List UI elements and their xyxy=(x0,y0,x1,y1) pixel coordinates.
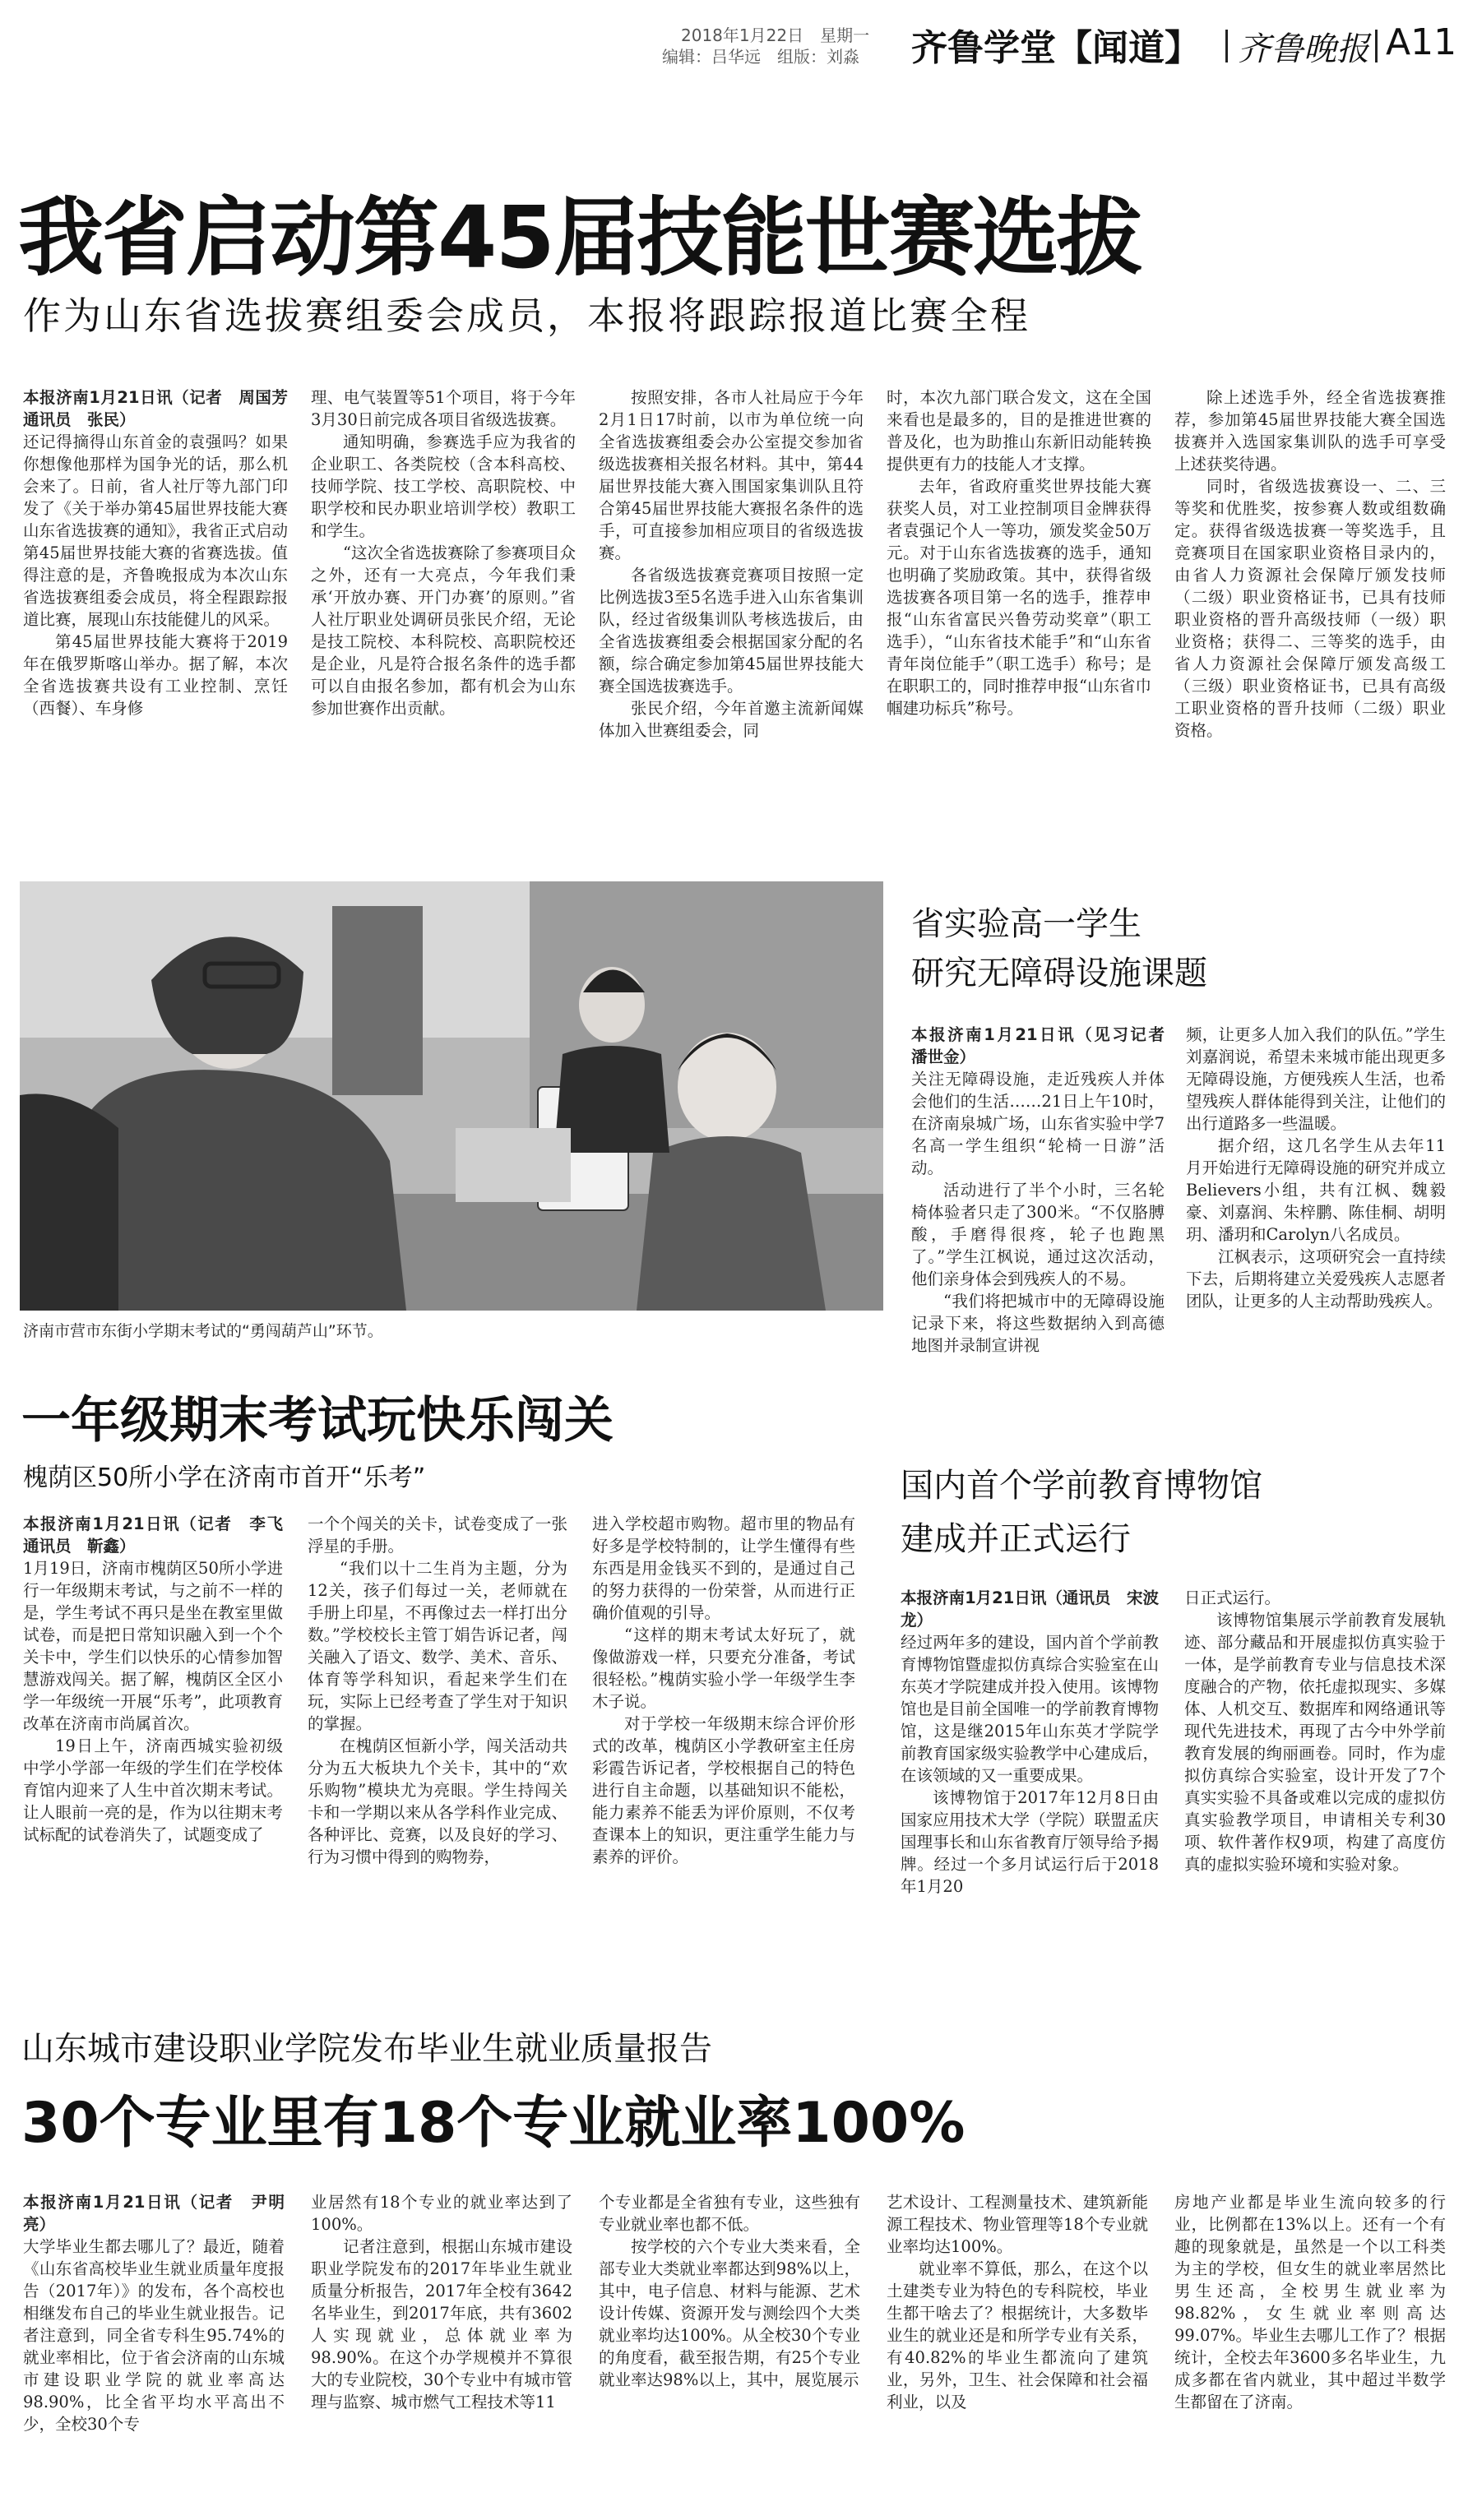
paragraph: 还记得摘得山东首金的袁强吗？如果你想像他那样为国争光的话，那么机会来了。日前，省人社厅等九部门印发了《关于举办第45届世界技能大赛山东省选拔赛的通知》，我省正式启动第45届世界技能大赛的省赛选拔。值得注意的是，齐鲁晚报成为本次山东省选拔赛组委会成员，将全程跟踪报道比赛，展现山东技能健儿的风采。 xyxy=(23,432,288,629)
jobs-column-5 xyxy=(1174,2191,1446,2508)
header-divider xyxy=(1375,30,1378,62)
paragraph: 除上述选手外，经全省选拔赛推荐，参加第45届世界技能大赛全国选拔赛并入选国家集训队的选手可享受上述获奖待遇。 xyxy=(1174,388,1446,474)
news-photo xyxy=(20,881,883,1311)
paragraph: 19日上午，济南西城实验初级中学小学部一年级的学生们在学校体育馆内迎来了人生中首次期末考试。让人眼前一亮的是，作为以往期末考试标配的试卷消失了，试题变成了 xyxy=(23,1736,283,1844)
paragraph: 对于学校一年级期末综合评价形式的改革，槐荫区小学教研室主任房彩霞告诉记者，学校根据自己的特色进行自主命题，以基础知识不能松，能力素养不能丢为评价原则，不仅考查课本上的知识，更注重学生能力与素养的评价。 xyxy=(592,1714,855,1866)
paragraph: “这样的期末考试太好玩了，就像做游戏一样，只要充分准备，考试很轻松。”槐荫实验小学一年级学生李木子说。 xyxy=(592,1625,855,1711)
paragraph: 理、电气装置等51个项目，将于今年3月30日前完成各项目省级选拔赛。 xyxy=(311,388,576,429)
lead-headline: 我省启动第45届技能世赛选拔 xyxy=(18,187,1141,288)
barrier-column-2 xyxy=(1186,1024,1446,1385)
jobs-column-3 xyxy=(599,2191,860,2508)
paragraph: “我们将把城市中的无障碍设施记录下来，将这些数据纳入到高德地图并录制宣讲视 xyxy=(911,1292,1165,1355)
header-divider xyxy=(1225,30,1228,62)
jobs-column-4 xyxy=(887,2191,1148,2508)
lead-column-3 xyxy=(599,386,864,839)
paragraph: 通知明确，参赛选手应为我省的企业职工、各类院校（含本科高校、技师学院、技工学校、高职院校、中职学校和民办职业培训学校）教职工和学生。 xyxy=(311,432,576,540)
byline: 本报济南1月21日讯（通讯员 宋波龙） xyxy=(901,1588,1159,1630)
byline: 本报济南1月21日讯（记者 周国芳 通讯员 张民） xyxy=(23,388,304,429)
paragraph: “这次全省选拔赛除了参赛项目众之外，还有一大亮点，今年我们秉承‘开放办赛、开门办赛’的原则。”省人社厅职业处调研员张民介绍，无论是技工院校、本科院校、高职院校还是企业，凡是符合报名条件的选手都可以自由报名参加，都有机会为山东参加世赛作出贡献。 xyxy=(311,543,576,718)
exam-column-2 xyxy=(308,1513,567,1973)
byline: 本报济南1月21日讯（记者 尹明亮） xyxy=(23,2193,285,2234)
byline: 本报济南1月21日讯（见习记者 潘世金） xyxy=(911,1025,1181,1066)
paragraph: 活动进行了半个小时，三名轮椅体验者只走了300米。“不仅胳膊酸，手磨得很疼，轮子也跑黑了。”学生江枫说，通过这次活动，他们亲身体会到残疾人的不易。 xyxy=(911,1181,1165,1288)
museum-headline-2: 建成并正式运行 xyxy=(901,1520,1131,1558)
paragraph: 关注无障碍设施，走近残疾人并体会他们的生活……21日上午10时，在济南泉城广场，山东省实验中学7名高一学生组织“轮椅一日游”活动。 xyxy=(911,1070,1165,1177)
paragraph: 据介绍，这几名学生从去年11月开始进行无障碍设施的研究并成立Believers小组，共有江枫、魏毅豪、刘嘉润、朱梓鹏、陈佳桐、胡明玥、潘玥和Carolyn八名成员。 xyxy=(1186,1136,1446,1244)
photo-caption: 济南市营市东街小学期末考试的“勇闯葫芦山”环节。 xyxy=(23,1322,383,1340)
jobs-kicker: 山东城市建设职业学院发布毕业生就业质量报告 xyxy=(21,2030,712,2068)
barrier-column-1 xyxy=(911,1024,1181,1385)
paragraph: 一个个闯关的关卡，试卷变成了一张浮星的手册。 xyxy=(308,1514,567,1556)
jobs-headline: 30个专业里有18个专业就业率100% xyxy=(21,2091,966,2156)
paragraph: “我们以十二生肖为主题，分为12关，孩子们每过一关，老师就在手册上印星，不再像过去一样打出分数。”学校校长主管丁娟告诉记者，闯关融入了语文、数学、美术、音乐、体育等学科知识，看起来学生们在玩，实际上已经考查了学生对于知识的掌握。 xyxy=(308,1559,567,1733)
paragraph: 频，让更多人加入我们的队伍。”学生刘嘉润说，希望未来城市能出现更多无障碍设施，方便残疾人生活，也希望残疾人群体能得到关注，让他们的出行道路多一些温暖。 xyxy=(1186,1025,1446,1133)
paragraph: 去年，省政府重奖世界技能大赛获奖人员，对工业控制项目金牌获得者袁强记个人一等功，颁发奖金50万元。对于山东省选拔赛的选手，通知也明确了奖励政策。其中，获得省级选拔赛各项目第一名的选手，推荐申报“山东省富民兴鲁劳动奖章”（职工选手），“山东省技术能手”和“山东省青年岗位能手”（职工选手）称号；是在职职工的，同时推荐申报“山东省巾帼建功标兵”称号。 xyxy=(887,477,1151,718)
paragraph: 该博物馆于2017年12月8日由国家应用技术大学（学院）联盟孟庆国理事长和山东省教育厅领导给予揭牌。经过一个多月试运行后于2018年1月20 xyxy=(901,1788,1159,1896)
barrier-headline-2: 研究无障碍设施课题 xyxy=(911,955,1207,992)
paragraph: 同时，省级选拔赛设一、二、三等奖和优胜奖，按参赛人数或组数确定。获得省级选拔赛一等奖选手，且竞赛项目在国家职业资格目录内的，由省人力资源社会保障厅颁发技师（二级）职业资格证书，已具有技师职业资格的晋升高级技师（一级）职业资格；获得二、三等奖的选手，由省人力资源社会保障厅颁发高级工（三级）职业资格证书，已具有高级工职业资格的晋升技师（二级）职业资格。 xyxy=(1174,477,1446,740)
page-number: A11 xyxy=(1386,21,1457,63)
paragraph: 经过两年多的建设，国内首个学前教育博物馆暨虚拟仿真综合实验室在山东英才学院建成并投入使用。该博物馆也是目前全国唯一的学前教育博物馆，这是继2015年山东英才学院学前教育国家级实验教学中心建成后，在该领域的又一重要成果。 xyxy=(901,1633,1159,1785)
paragraph: 个专业都是全省独有专业，这些独有专业就业率也都不低。 xyxy=(599,2193,860,2234)
paragraph: 按学校的六个专业大类来看，全部专业大类就业率都达到98%以上，其中，电子信息、材料与能源、艺术设计传媒、资源开发与测绘四个大类就业率均达100%。从全校30个专业的角度看，截至报告期，有25个专业就业率达98%以上，其中，展览展示 xyxy=(599,2237,860,2389)
paragraph: 1月19日，济南市槐荫区50所小学进行一年级期末考试，与之前不一样的是，学生考试不再只是坐在教室里做试卷，而是把日常知识融入到一个个关卡中，学生们以快乐的心情参加智慧游戏闯关。据了解，槐荫区全区小学一年级统一开展“乐考”，此项教育改革在济南市尚属首次。 xyxy=(23,1559,283,1733)
barrier-headline-1: 省实验高一学生 xyxy=(911,905,1142,943)
paragraph: 房地产业都是毕业生流向较多的行业，比例都在13%以上。还有一个有趣的现象就是，虽然是一个以工科类为主的学校，但女生的就业率居然比男生还高，全校男生就业率为98.82%，女生就业率则高达99.07%。毕业生去哪儿工作了？根据统计，全校去年3600多名毕业生，九成多都在省内就业，其中超过半数学生都留在了济南。 xyxy=(1174,2193,1446,2411)
exam-headline: 一年级期末考试玩快乐闯关 xyxy=(21,1392,614,1450)
lead-column-2 xyxy=(311,386,576,839)
exam-column-1 xyxy=(23,1513,299,1973)
museum-column-1 xyxy=(901,1587,1159,1977)
exam-column-3 xyxy=(592,1513,855,1973)
paragraph: 该博物馆集展示学前教育发展轨迹、部分藏品和开展虚拟仿真实验于一体，是学前教育专业与信息技术深度融合的产物，依托虚拟现实、多媒体、人机交互、数据库和网络通讯等现代先进技术，再现了古今中外学前教育发展的绚丽画卷。同时，作为虚拟仿真综合实验室，设计开发了7个真实实验不具备或难以完成的虚拟仿真实验教学项目，申请相关专利30项、软件著作权9项，构建了高度仿真的虚拟实验环境和实验对象。 xyxy=(1184,1611,1446,1874)
jobs-column-2 xyxy=(311,2191,572,2508)
lead-subheadline: 作为山东省选拔赛组委会成员，本报将跟踪报道比赛全程 xyxy=(23,294,1030,338)
paragraph: 记者注意到，根据山东城市建设职业学院发布的2017年毕业生就业质量分析报告，2017年全校有3642名毕业生，到2017年底，共有3602人实现就业，总体就业率为98.90%。在这个办学规模并不算很大的专业院校，30个专业中有城市管理与监察、城市燃气工程技术等11 xyxy=(311,2237,572,2411)
newspaper-logo: 齐鲁晚报 xyxy=(1238,30,1369,68)
paragraph: 第45届世界技能大赛将于2019年在俄罗斯喀山举办。据了解，本次全省选拔赛共设有工业控制、烹饪（西餐）、车身修 xyxy=(23,632,288,718)
lead-column-4 xyxy=(887,386,1151,839)
section-title: 齐鲁学堂【闻道】 xyxy=(911,27,1201,69)
paragraph: 进入学校超市购物。超市里的物品有好多是学校特制的，让学生懂得有些东西是用金钱买不到的，是通过自己的努力获得的一份荣誉，从而进行正确价值观的引导。 xyxy=(592,1514,855,1622)
photo-illustration xyxy=(20,881,883,1311)
paragraph: 日正式运行。 xyxy=(1184,1588,1281,1607)
paragraph: 在槐荫区恒新小学，闯关活动共分为五大板块九个关卡，其中的“欢乐购物”模块尤为亮眼。学生持闯关卡和一学期以来从各学科作业完成、各种评比、竞赛，以及良好的学习、行为习惯中得到的购物券， xyxy=(308,1736,567,1866)
paragraph: 就业率不算低，那么，在这个以土建类专业为特色的专科院校，毕业生都干啥去了？根据统计，大多数毕业生的就业还是和所学专业有关系，有40.82%的毕业生都流向了建筑业，另外，卫生、社会保障和社会福利业，以及 xyxy=(887,2259,1148,2411)
byline: 本报济南1月21日讯（记者 李飞 通讯员 靳鑫） xyxy=(23,1514,299,1556)
lead-column-5 xyxy=(1174,386,1446,839)
editors-line: 编辑：吕华远 组版：刘淼 xyxy=(662,47,859,67)
paragraph: 各省级选拔赛竞赛项目按照一定比例选拔3至5名选手进入山东省集训队，经过省级集训队考核选拔后，由全省选拔赛组委会根据国家分配的名额，综合确定参加第45届世界技能大赛全国选拔赛选手。 xyxy=(599,566,864,696)
paragraph: 江枫表示，这项研究会一直持续下去，后期将建立关爱残疾人志愿者团队，让更多的人主动帮助残疾人。 xyxy=(1186,1247,1446,1311)
paragraph: 艺术设计、工程测量技术、建筑新能源工程技术、物业管理等18个专业就业率均达100%。 xyxy=(887,2193,1148,2256)
paragraph: 业居然有18个专业的就业率达到了100%。 xyxy=(311,2193,572,2234)
exam-subheadline: 槐荫区50所小学在济南市首开“乐考” xyxy=(23,1463,426,1492)
museum-headline-1: 国内首个学前教育博物馆 xyxy=(901,1467,1262,1505)
museum-column-2 xyxy=(1184,1587,1446,1977)
paragraph: 按照安排，各市人社局应于今年2月1日17时前，以市为单位统一向全省选拔赛组委会办公室提交参加省级选拔赛相关报名材料。其中，第44届世界技能大赛入围国家集训队且符合第45届世界技能大赛报名条件的选手，可直接参加相应项目的省级选拔赛。 xyxy=(599,388,864,562)
paragraph: 时，本次九部门联合发文，这在全国来看也是最多的，目的是推进世赛的普及化，也为助推山东新旧动能转换提供更有力的技能人才支撑。 xyxy=(887,388,1151,474)
paragraph: 大学毕业生都去哪儿了？最近，随着《山东省高校毕业生就业质量年度报告（2017年）》的发布，各个高校也相继发布自己的毕业生就业报告。记者注意到，同全省专科生95.74%的就业率相比，位于省会济南的山东城市建设职业学院的就业率高达98.90%，比全省平均水平高出不少，全校30个专 xyxy=(23,2237,285,2434)
paragraph: 张民介绍，今年首邀主流新闻媒体加入世赛组委会，同 xyxy=(599,699,864,740)
lead-column-1 xyxy=(23,386,304,839)
issue-date: 2018年1月22日 星期一 xyxy=(681,25,870,45)
jobs-column-1 xyxy=(23,2191,285,2508)
